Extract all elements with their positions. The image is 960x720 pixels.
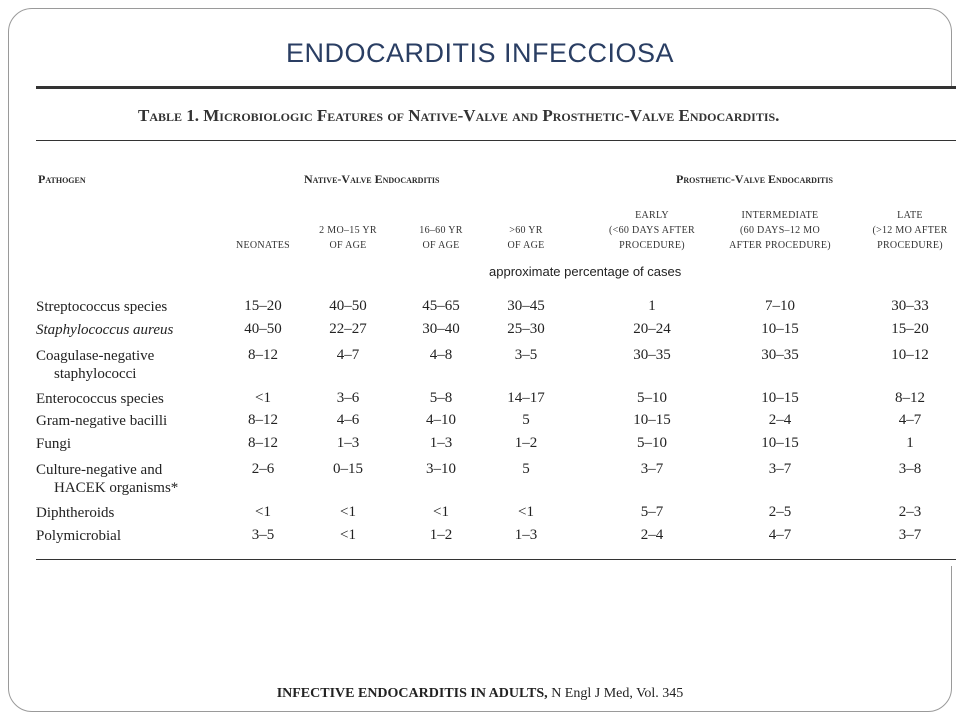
column-subheader-line: OF AGE [422,240,460,251]
column-subheader-line: LATE [897,210,923,221]
column-subheader [587,208,717,253]
column-subheader-line: (<60 DAYS AFTER [609,225,695,236]
units-note: approximate percentage of cases [489,264,682,279]
table-cell: <1 [518,504,534,520]
prosthetic-valve-header: Prosthetic-Valve Endocarditis [676,172,833,186]
table-cell: <1 [433,504,449,520]
pathogen-label [36,504,114,522]
table-cell: <1 [255,504,271,520]
pathogen-label [36,435,71,453]
pathogen-name: Staphylococcus aureus [36,322,174,338]
table-cell: 1–2 [514,435,538,451]
table-cell: 4–7 [768,527,792,543]
table-cell: 30–35 [633,347,671,363]
column-subheader-line: INTERMEDIATE [741,210,819,221]
table-cell: 7–10 [765,298,795,314]
table-cell: 40–50 [244,321,282,337]
table-cell: 1–2 [429,527,453,543]
table-caption: Table 1. Microbiologic Features of Native-Valve and Prosthetic-Valve Endocarditis. [138,106,780,125]
table-cell: 30–40 [422,321,460,337]
native-valve-header: Native-Valve Endocarditis [304,172,440,186]
table-cell: 8–12 [248,347,278,363]
table-cell: 3–5 [251,527,275,543]
pathogen-name: Coagulase-negative [36,348,155,364]
table-cell: 5–10 [637,390,667,406]
column-subheader [710,208,850,253]
table-cell: 14–17 [507,390,545,406]
table-cell: 45–65 [422,298,460,314]
pathogen-header: Pathogen [38,172,86,186]
citation-source: N Engl J Med, Vol. 345 [547,686,684,701]
column-subheader-line: NEONATES [235,240,291,251]
table-cell: 10–12 [891,347,929,363]
table-cell: 1–3 [429,435,453,451]
table-cell: 1–3 [514,527,538,543]
table-cell: 15–20 [244,298,282,314]
pathogen-name: Enterococcus species [36,391,164,407]
table-cell: 8–12 [248,435,278,451]
caption-rule [36,140,956,141]
table-cell: 20–24 [633,321,671,337]
table-cell: 10–15 [761,390,799,406]
table-cell: 0–15 [333,461,363,477]
table-cell: 4–10 [426,412,456,428]
table-cell: 25–30 [507,321,545,337]
pathogen-label [36,412,167,430]
citation [0,686,960,702]
column-subheader [486,223,566,253]
pathogen-name: Diphtheroids [36,505,115,521]
table-cell: 4–6 [336,412,360,428]
column-subheader-line: AFTER PROCEDURE) [729,240,831,251]
pathogen-label [36,298,167,316]
column-subheader-line: 2 MO–15 YR [319,225,377,236]
table-cell: 30–33 [891,298,929,314]
table-cell: 3–7 [768,461,792,477]
table-cell: 40–50 [329,298,367,314]
column-subheader-line: PROCEDURE) [619,240,685,251]
column-subheader [855,208,960,253]
table-cell: 3–6 [336,390,360,406]
column-subheader [223,238,303,253]
table-cell: <1 [340,504,356,520]
column-subheader-line: (60 DAYS–12 MO [740,225,820,236]
table-cell: 2–6 [251,461,275,477]
pathogen-label [36,461,178,497]
column-subheader [396,223,486,253]
table-cell: 30–45 [507,298,545,314]
table-cell: 5 [522,412,530,428]
table-cell: <1 [340,527,356,543]
table-cell: 10–15 [761,321,799,337]
column-subheader-line: OF AGE [329,240,367,251]
column-subheader-line: PROCEDURE) [877,240,943,251]
pathogen-name: Streptococcus species [36,299,168,315]
table-cell: 2–3 [898,504,922,520]
table-cell: 3–7 [898,527,922,543]
table-cell: 2–4 [640,527,664,543]
table-cell: 4–7 [898,412,922,428]
pathogen-name-continued: staphylococci [54,366,137,382]
table-cell: 30–35 [761,347,799,363]
table-cell: 8–12 [895,390,925,406]
table-bottom-rule [36,559,956,560]
table-cell: 5–7 [640,504,664,520]
pathogen-label [36,390,164,408]
table-cell: 5 [522,461,530,477]
pathogen-label [36,527,121,545]
pathogen-name: Gram-negative bacilli [36,413,168,429]
pathogen-name-continued: HACEK organisms* [54,480,179,496]
table-cell: 2–4 [768,412,792,428]
table-cell: 4–7 [336,347,360,363]
column-subheader-line: (>12 MO AFTER [872,225,948,236]
column-subheader-line: EARLY [635,210,669,221]
column-subheader [298,223,398,253]
column-subheader-line: 16–60 YR [419,225,463,236]
microbiology-table [36,86,956,566]
table-cell: 10–15 [761,435,799,451]
table-cell: 3–10 [426,461,456,477]
table-cell: 15–20 [891,321,929,337]
pathogen-name: Culture-negative and [36,462,163,478]
pathogen-name: Polymicrobial [36,528,121,544]
table-cell: 3–8 [898,461,922,477]
table-cell: 4–8 [429,347,453,363]
table-top-rule [36,86,956,89]
table-cell: 2–5 [768,504,792,520]
pathogen-label [36,347,154,383]
table-cell: 5–10 [637,435,667,451]
table-cell: 3–7 [640,461,664,477]
citation-title: INFECTIVE ENDOCARDITIS IN ADULTS, [276,686,548,701]
table-cell: 1 [906,435,914,451]
pathogen-label [36,321,173,339]
table-cell: 5–8 [429,390,453,406]
slide-title: ENDOCARDITIS INFECCIOSA [285,38,675,68]
table-cell: 1 [648,298,656,314]
pathogen-name: Fungi [36,436,72,452]
column-subheader-line: OF AGE [507,240,545,251]
column-subheader-line: >60 YR [509,225,543,236]
table-cell: 1–3 [336,435,360,451]
table-cell: <1 [255,390,271,406]
table-cell: 10–15 [633,412,671,428]
table-cell: 3–5 [514,347,538,363]
table-cell: 8–12 [248,412,278,428]
table-cell: 22–27 [329,321,367,337]
